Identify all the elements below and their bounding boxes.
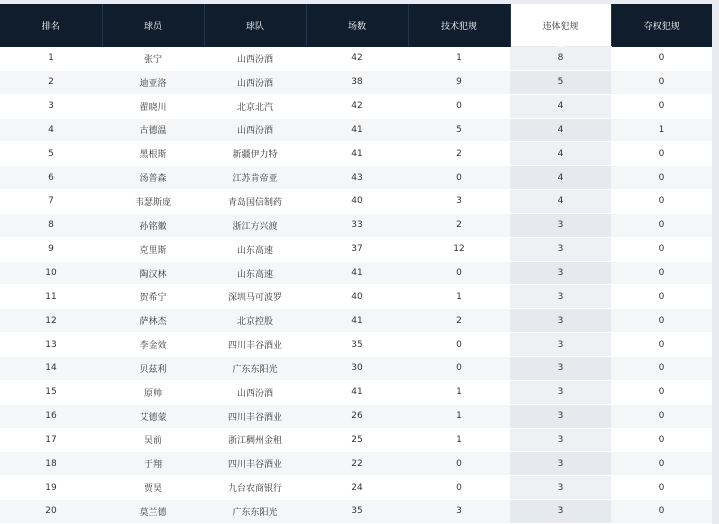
flagrant-fouls-cell: 8	[510, 47, 611, 71]
disqualifying-fouls-cell: 0	[611, 213, 712, 237]
disqualifying-fouls-cell: 0	[611, 94, 712, 118]
games-cell: 35	[306, 500, 408, 524]
header-team[interactable]: 球队	[204, 4, 306, 47]
disqualifying-fouls-cell: 0	[611, 333, 712, 357]
table-row[interactable]	[0, 261, 712, 285]
disqualifying-fouls-cell: 0	[611, 47, 712, 71]
player-cell: 贺希宁	[102, 285, 204, 309]
flagrant-fouls-cell: 3	[510, 500, 611, 524]
team-cell: 北京控股	[204, 309, 306, 333]
team-cell: 四川丰谷酒业	[204, 452, 306, 476]
technical-fouls-cell: 1	[408, 404, 510, 428]
table-row[interactable]	[0, 333, 712, 357]
table-row[interactable]	[0, 142, 712, 166]
rank-cell: 2	[0, 70, 102, 94]
player-cell: 贾昊	[102, 476, 204, 500]
table-row[interactable]	[0, 500, 712, 524]
disqualifying-fouls-cell: 0	[611, 237, 712, 261]
disqualifying-fouls-cell: 0	[611, 166, 712, 190]
table-body	[0, 47, 712, 524]
technical-fouls-cell: 1	[408, 285, 510, 309]
disqualifying-fouls-cell: 0	[611, 356, 712, 380]
team-cell: 山西汾酒	[204, 118, 306, 142]
games-cell: 25	[306, 428, 408, 452]
header-row	[0, 4, 712, 47]
header-games[interactable]: 场数	[306, 4, 408, 47]
technical-fouls-cell: 3	[408, 190, 510, 214]
player-cell: 于翔	[102, 452, 204, 476]
player-cell: 古德温	[102, 118, 204, 142]
rank-cell: 3	[0, 94, 102, 118]
flagrant-fouls-cell: 3	[510, 261, 611, 285]
technical-fouls-cell: 0	[408, 94, 510, 118]
rank-cell: 14	[0, 356, 102, 380]
rank-cell: 9	[0, 237, 102, 261]
rank-cell: 1	[0, 47, 102, 71]
team-cell: 浙江方兴渡	[204, 213, 306, 237]
technical-fouls-cell: 0	[408, 476, 510, 500]
rank-cell: 11	[0, 285, 102, 309]
header-player[interactable]: 球员	[102, 4, 204, 47]
rank-cell: 16	[0, 404, 102, 428]
player-cell: 张宁	[102, 47, 204, 71]
table-row[interactable]	[0, 190, 712, 214]
games-cell: 37	[306, 237, 408, 261]
rank-cell: 17	[0, 428, 102, 452]
games-cell: 41	[306, 142, 408, 166]
player-cell: 陶汉林	[102, 261, 204, 285]
disqualifying-fouls-cell: 0	[611, 428, 712, 452]
technical-fouls-cell: 0	[408, 261, 510, 285]
player-cell: 迪亚洛	[102, 70, 204, 94]
games-cell: 40	[306, 190, 408, 214]
player-cell: 克里斯	[102, 237, 204, 261]
flagrant-fouls-cell: 3	[510, 452, 611, 476]
table-row[interactable]	[0, 118, 712, 142]
flagrant-fouls-cell: 4	[510, 142, 611, 166]
team-cell: 广东东阳光	[204, 356, 306, 380]
team-cell: 四川丰谷酒业	[204, 404, 306, 428]
rank-cell: 10	[0, 261, 102, 285]
games-cell: 41	[306, 261, 408, 285]
technical-fouls-cell: 1	[408, 428, 510, 452]
table-row[interactable]	[0, 356, 712, 380]
player-cell: 贝兹利	[102, 356, 204, 380]
flagrant-fouls-cell: 3	[510, 309, 611, 333]
technical-fouls-cell: 2	[408, 213, 510, 237]
technical-fouls-cell: 5	[408, 118, 510, 142]
team-cell: 山西汾酒	[204, 70, 306, 94]
player-cell: 艾德蒙	[102, 404, 204, 428]
team-cell: 青岛国信制药	[204, 190, 306, 214]
disqualifying-fouls-cell: 0	[611, 190, 712, 214]
flagrant-fouls-cell: 4	[510, 190, 611, 214]
player-cell: 黑根斯	[102, 142, 204, 166]
flagrant-fouls-cell: 3	[510, 285, 611, 309]
technical-fouls-cell: 2	[408, 142, 510, 166]
rank-cell: 20	[0, 500, 102, 524]
team-cell: 山西汾酒	[204, 380, 306, 404]
games-cell: 26	[306, 404, 408, 428]
team-cell: 新疆伊力特	[204, 142, 306, 166]
technical-fouls-cell: 3	[408, 500, 510, 524]
team-cell: 山东高速	[204, 237, 306, 261]
disqualifying-fouls-cell: 0	[611, 500, 712, 524]
disqualifying-fouls-cell: 0	[611, 404, 712, 428]
player-cell: 韦瑟斯庞	[102, 190, 204, 214]
technical-fouls-cell: 12	[408, 237, 510, 261]
header-disqualifying-fouls[interactable]: 夺权犯规	[611, 4, 712, 47]
games-cell: 42	[306, 47, 408, 71]
team-cell: 四川丰谷酒业	[204, 333, 306, 357]
technical-fouls-cell: 0	[408, 333, 510, 357]
disqualifying-fouls-cell: 0	[611, 142, 712, 166]
flagrant-fouls-cell: 3	[510, 237, 611, 261]
games-cell: 30	[306, 356, 408, 380]
games-cell: 41	[306, 309, 408, 333]
rank-cell: 7	[0, 190, 102, 214]
team-cell: 广东东阳光	[204, 500, 306, 524]
flagrant-fouls-cell: 3	[510, 333, 611, 357]
disqualifying-fouls-cell: 0	[611, 476, 712, 500]
games-cell: 42	[306, 94, 408, 118]
team-cell: 浙江稠州金租	[204, 428, 306, 452]
technical-fouls-cell: 0	[408, 356, 510, 380]
team-cell: 山西汾酒	[204, 47, 306, 71]
technical-fouls-cell: 9	[408, 70, 510, 94]
rank-cell: 5	[0, 142, 102, 166]
games-cell: 22	[306, 452, 408, 476]
player-cell: 萨林杰	[102, 309, 204, 333]
table-row[interactable]	[0, 404, 712, 428]
team-cell: 江苏肯帝亚	[204, 166, 306, 190]
games-cell: 38	[306, 70, 408, 94]
technical-fouls-cell: 2	[408, 309, 510, 333]
flagrant-fouls-cell: 4	[510, 166, 611, 190]
rank-cell: 4	[0, 118, 102, 142]
header-flagrant-fouls-sorted[interactable]: 违体犯规	[510, 4, 611, 47]
flagrant-fouls-cell: 5	[510, 70, 611, 94]
player-cell: 莫兰德	[102, 500, 204, 524]
disqualifying-fouls-cell: 0	[611, 380, 712, 404]
rank-cell: 12	[0, 309, 102, 333]
player-cell: 翟晓川	[102, 94, 204, 118]
flagrant-fouls-cell: 3	[510, 213, 611, 237]
flagrant-fouls-cell: 3	[510, 404, 611, 428]
technical-fouls-cell: 1	[408, 47, 510, 71]
table-row[interactable]	[0, 309, 712, 333]
team-cell: 九台农商银行	[204, 476, 306, 500]
rank-cell: 18	[0, 452, 102, 476]
flagrant-fouls-cell: 3	[510, 356, 611, 380]
rank-cell: 8	[0, 213, 102, 237]
flagrant-fouls-cell: 4	[510, 94, 611, 118]
rank-cell: 19	[0, 476, 102, 500]
table-row[interactable]	[0, 47, 712, 71]
player-cell: 汤普森	[102, 166, 204, 190]
foul-stats-table-container	[0, 4, 712, 524]
player-cell: 原帅	[102, 380, 204, 404]
team-cell: 山东高速	[204, 261, 306, 285]
flagrant-fouls-cell: 3	[510, 428, 611, 452]
player-cell: 李金效	[102, 333, 204, 357]
games-cell: 41	[306, 118, 408, 142]
table-row[interactable]	[0, 380, 712, 404]
technical-fouls-cell: 1	[408, 380, 510, 404]
table-row[interactable]	[0, 476, 712, 500]
rank-cell: 15	[0, 380, 102, 404]
disqualifying-fouls-cell: 0	[611, 285, 712, 309]
games-cell: 43	[306, 166, 408, 190]
rank-cell: 13	[0, 333, 102, 357]
table-row[interactable]	[0, 428, 712, 452]
disqualifying-fouls-cell: 0	[611, 309, 712, 333]
header-rank[interactable]: 排名	[0, 4, 102, 47]
games-cell: 35	[306, 333, 408, 357]
team-cell: 北京北汽	[204, 94, 306, 118]
disqualifying-fouls-cell: 0	[611, 261, 712, 285]
player-cell: 孙铭徽	[102, 213, 204, 237]
table-row[interactable]	[0, 237, 712, 261]
table-row[interactable]	[0, 285, 712, 309]
games-cell: 40	[306, 285, 408, 309]
team-cell: 深圳马可波罗	[204, 285, 306, 309]
disqualifying-fouls-cell: 1	[611, 118, 712, 142]
player-cell: 吴前	[102, 428, 204, 452]
table-row[interactable]	[0, 213, 712, 237]
games-cell: 33	[306, 213, 408, 237]
technical-fouls-cell: 0	[408, 452, 510, 476]
games-cell: 24	[306, 476, 408, 500]
disqualifying-fouls-cell: 0	[611, 452, 712, 476]
foul-stats-table	[0, 4, 712, 524]
disqualifying-fouls-cell: 0	[611, 70, 712, 94]
games-cell: 41	[306, 380, 408, 404]
table-row[interactable]	[0, 70, 712, 94]
rank-cell: 6	[0, 166, 102, 190]
technical-fouls-cell: 0	[408, 166, 510, 190]
flagrant-fouls-cell: 4	[510, 118, 611, 142]
table-row[interactable]	[0, 452, 712, 476]
table-row[interactable]	[0, 94, 712, 118]
header-technical-fouls[interactable]: 技术犯规	[408, 4, 510, 47]
table-row[interactable]	[0, 166, 712, 190]
flagrant-fouls-cell: 3	[510, 380, 611, 404]
flagrant-fouls-cell: 3	[510, 476, 611, 500]
